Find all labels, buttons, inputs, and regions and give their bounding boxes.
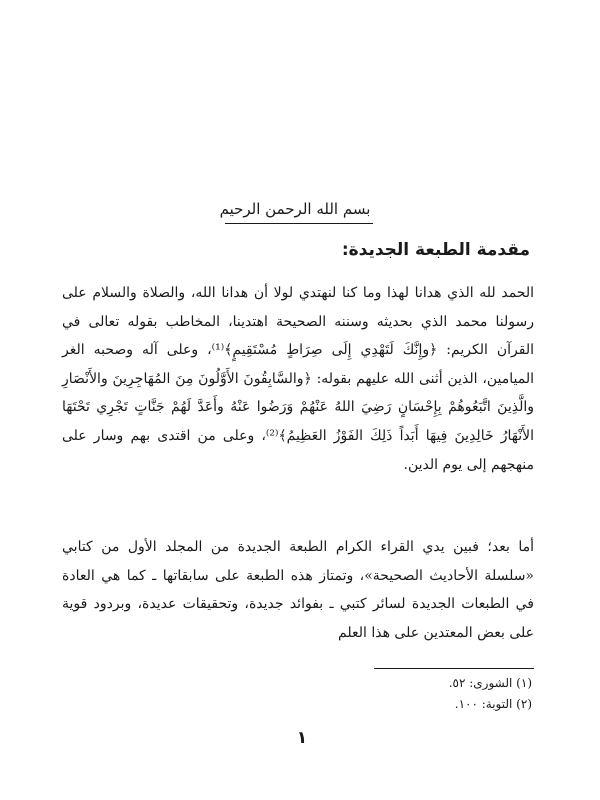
- footnote-2: (٢) التوبة: ١٠٠.: [454, 697, 532, 711]
- basmala-text: بسم الله الرحمن الرحيم: [219, 200, 371, 218]
- paragraph-introduction: الحمد لله الذي هدانا لهذا وما كنا لنهتدي لولا أن هدانا الله، والصلاة والسلام على رسولنا محمد الذي بحديثه وسننه الصحيحة اهتدينا، المخاطب بقوله تعالى في القرآن الكريم: ﴿وإِنَّكَ لَتَهْدِي إِلَى صِرَاطٍ مُسْتَقِيمٍ﴾⁽¹⁾، وعلى آله وصحبه الغر الميامين، الذين أثنى الله عليهم بقوله: ﴿والسَّابِقُونَ الأَوَّلُونَ مِنَ المُهَاجِرِينَ والأَنْصَارِ والَّذِينَ اتَّبَعُوهُمْ بِإِحْسَانٍ رَضِيَ اللهُ عَنْهُمْ وَرَضُوا عَنْهُ وأَعَدَّ لَهُمْ جَنَّاتٍ تَجْرِي تَحْتَهَا الأَنْهَارُ خَالِدِينَ فِيهَا أَبَداً ذَلِكَ الفَوْزُ العَظِيمُ﴾⁽²⁾، وعلى من اقتدى بهم وسار على منهجهم إلى يوم الدين.: [62, 285, 535, 473]
- basmala-underline: [225, 223, 373, 224]
- page-number: ١: [296, 728, 308, 748]
- footnote-separator: [374, 668, 534, 669]
- footnote-1: (١) الشورى: ٥٢.: [448, 676, 532, 690]
- paragraph-body: أما بعد؛ فبين يدي القراء الكرام الطبعة الجديدة من المجلد الأول من كتابي «سلسلة الأحاديث الصحيحة»، وتمتاز هذه الطبعة على سابقاتها ـ كما هي العادة في الطبعات الجديدة لسائر كتبي ـ بفوائد جديدة، وتحقيقات عديدة، وبردود قوية على بعض المعتدين على هذا العلم: [62, 539, 534, 641]
- basmala-calligraphy: [195, 196, 395, 230]
- page-heading: مقدمة الطبعة الجديدة:: [341, 240, 530, 260]
